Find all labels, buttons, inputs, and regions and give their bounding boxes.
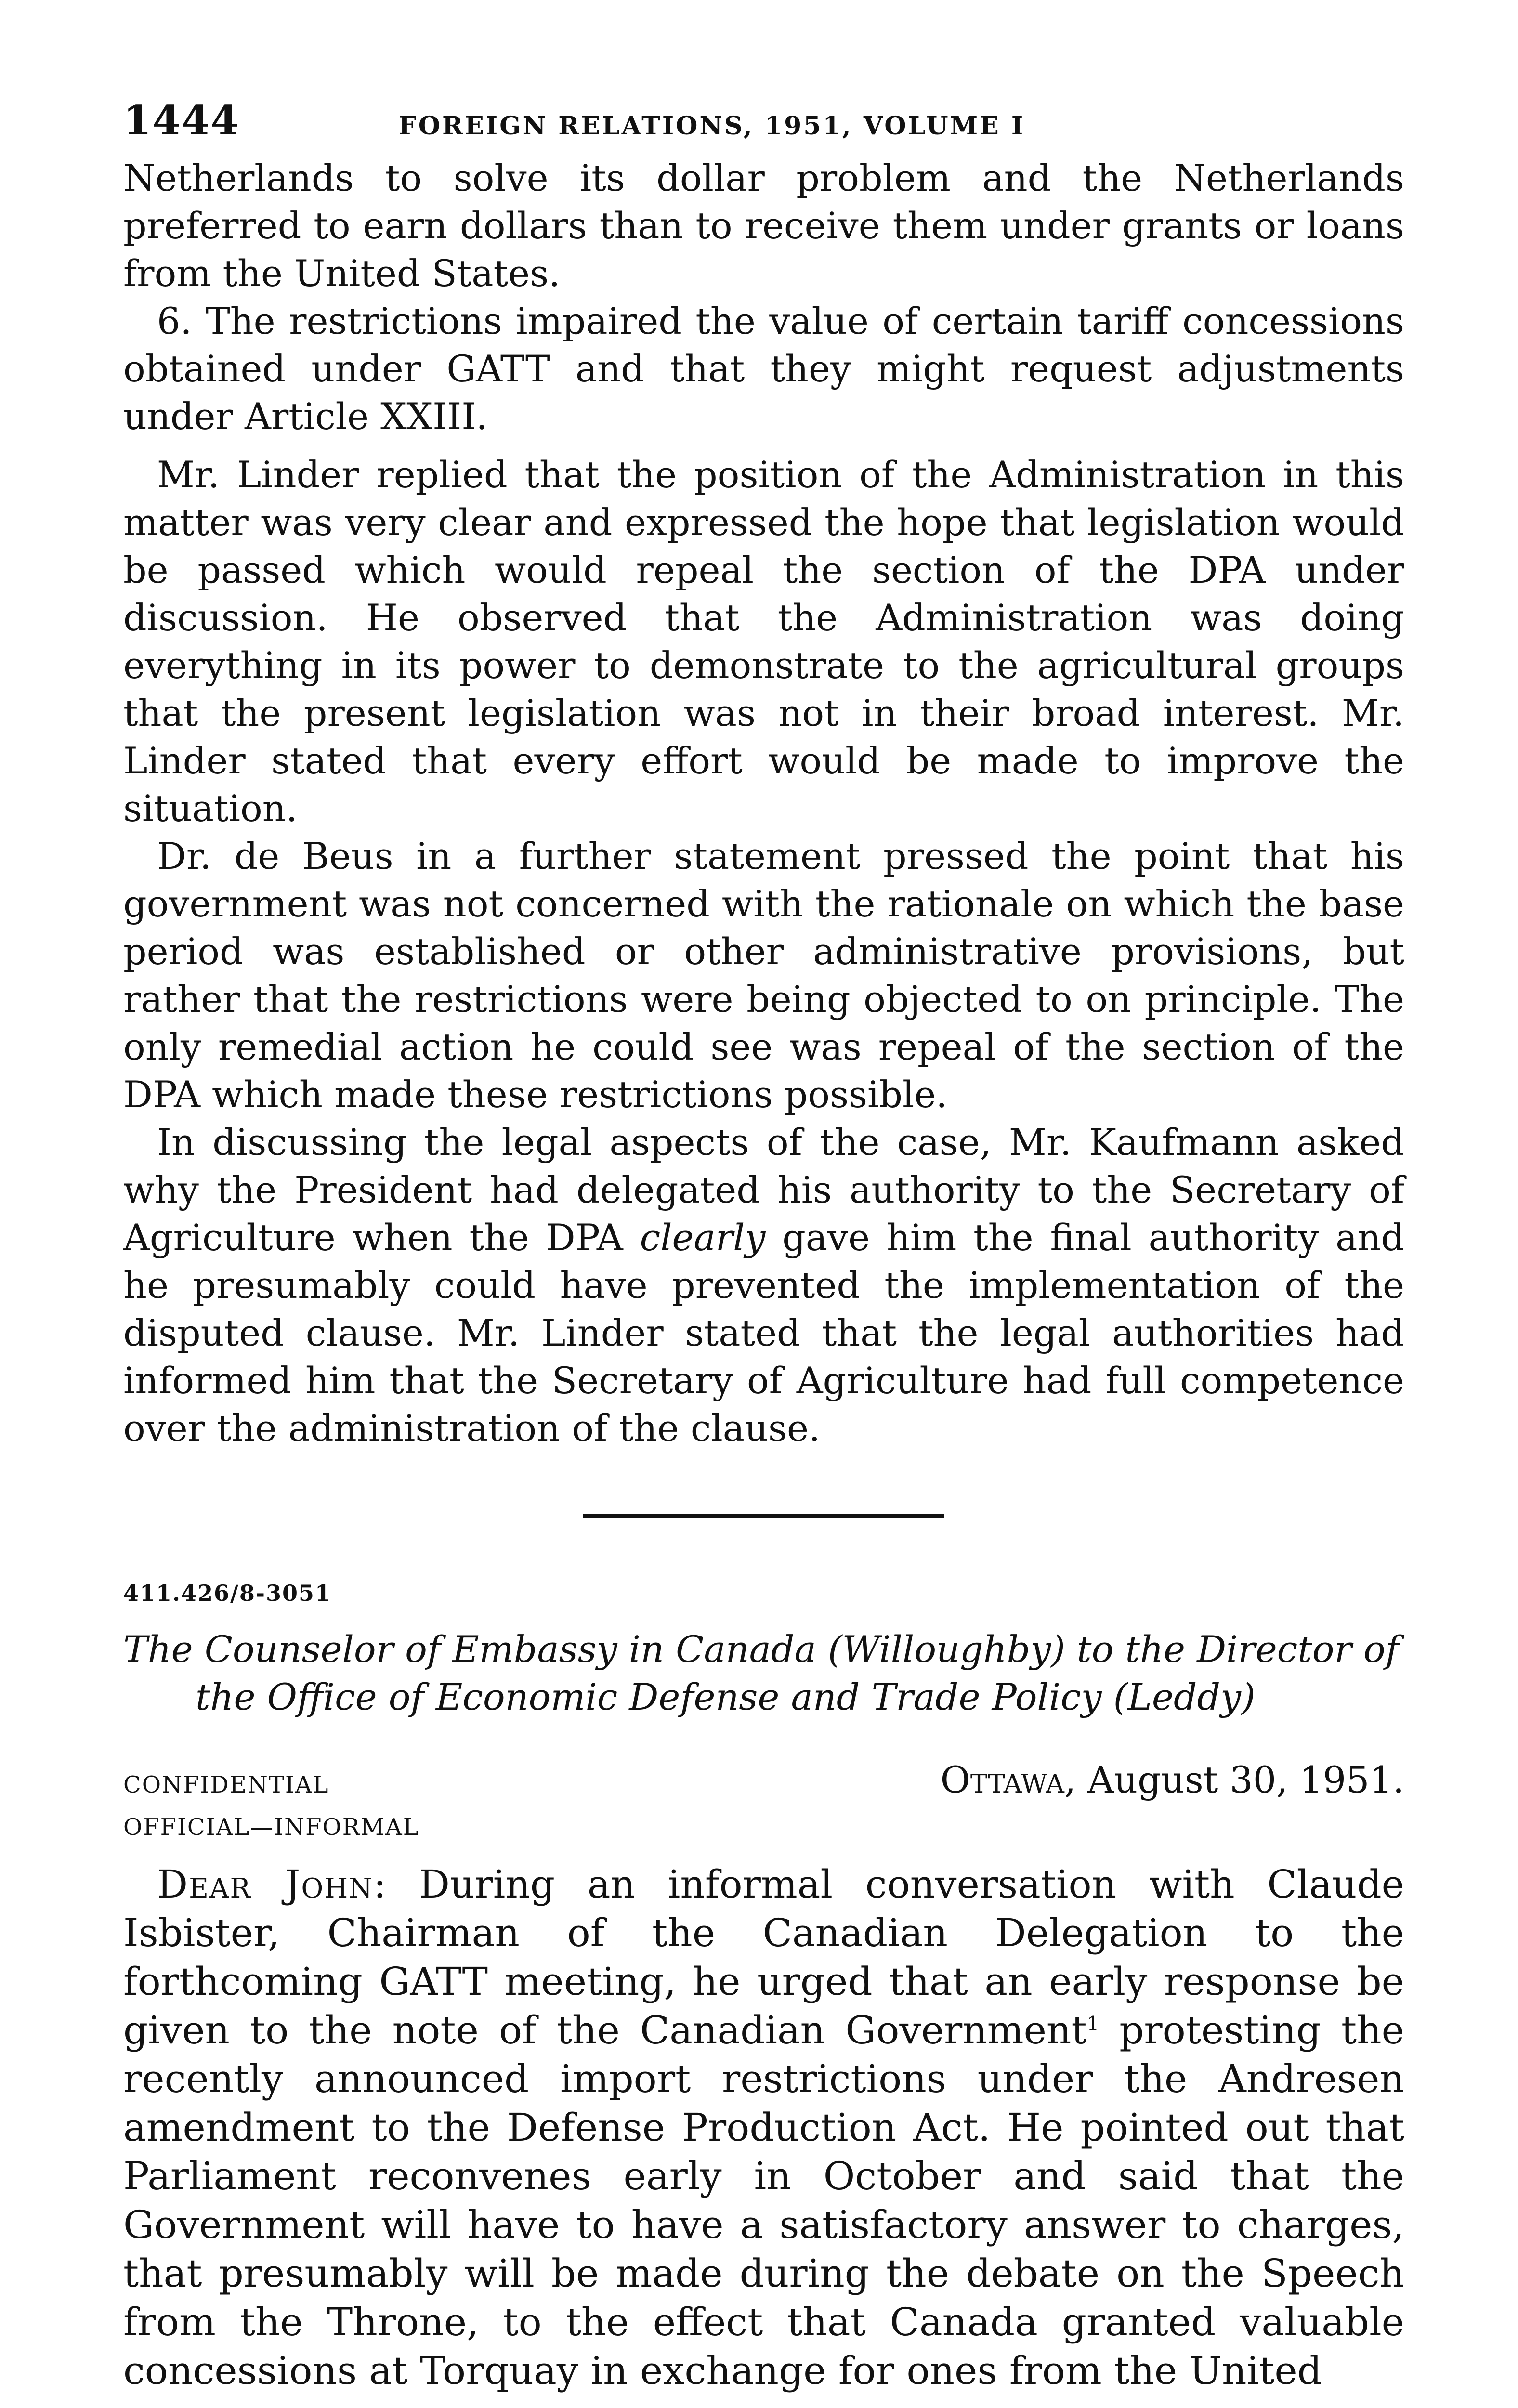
document-title: The Counselor of Embassy in Canada (Willoughby) to the Director of the Office of Economic Defense and Trade Policy (Leddy) <box>123 1628 1399 1718</box>
page-number: 1444 <box>123 96 240 144</box>
running-title: FOREIGN RELATIONS, 1951, VOLUME I <box>398 111 1025 141</box>
continued-text <box>123 154 1404 1452</box>
footnote-reference: 1 <box>1086 2013 1099 2035</box>
document-meta-row <box>123 1758 1404 1801</box>
section-divider <box>583 1514 944 1518</box>
paragraph-continued: Netherlands to solve its dollar problem and the Netherlands preferred to earn dollars than to receive them under grants or loans from the United States. <box>123 157 1404 295</box>
date: , August 30, 1951. <box>1064 1758 1404 1801</box>
kaufmann-text-end: gave him the final authority and he presumably could have prevented the implementation of the disputed clause. Mr. Linder stated that the legal authorities had informed him that the Secretary of Agriculture had full competence over the administration of the clause. <box>123 1216 1404 1450</box>
document-page <box>123 96 1404 2408</box>
letter-text-end: protesting the recently announced import restrictions under the Andresen amendment to the Defense Production Act. He pointed out that Parliament reconvenes early in October and said that the Government will have to have a satisfactory answer to charges, that presumably will be made during the debate on the Speech from the Throne, to the effect that Canada granted valuable concessions at Torquay in exchange for ones from the United <box>123 2008 1404 2393</box>
letter-text-start: : During an informal conversation with Claude Isbister, Chairman of the Canadian Delegation to the forthcoming GATT meeting, he urged that an early response be given to the note of the Canadian Government <box>123 1862 1405 2053</box>
letter-body <box>123 1860 1404 2395</box>
emphasis-clearly: clearly <box>640 1216 766 1259</box>
classification-official-informal: OFFICIAL—INFORMAL <box>123 1814 419 1841</box>
paragraph-de-beus: Dr. de Beus in a further statement pressed the point that his government was not concerned with the rationale on which the base period was established or other administrative provisions, but rather that the restrictions were being objected to on principle. The only remedial action he could see was repeal of the section of the DPA which made these restrictions possible. <box>123 835 1404 1116</box>
classification-confidential: CONFIDENTIAL <box>123 1771 329 1798</box>
place-date <box>941 1758 1404 1801</box>
paragraph-kaufmann <box>123 1118 1404 1452</box>
kaufmann-text-start: In discussing the legal aspects of the case, Mr. Kaufmann asked why the President had delegated his authority to the Secretary of Agriculture when the DPA <box>123 1121 1404 1259</box>
file-number: 411.426/8-3051 <box>123 1580 331 1606</box>
running-head <box>123 96 1404 154</box>
letter-paragraph <box>123 1860 1404 2395</box>
place: Ottawa <box>940 1758 1064 1801</box>
paragraph-linder-reply: Mr. Linder replied that the position of the Administration in this matter was very clear and expressed the hope that legislation would be passed which would repeal the section of the DPA under discussion. He observed that the Administration was doing everything in its power to demonstrate to the agricultural groups that the present legislation was not in their broad interest. Mr. Linder stated that every effort would be made to improve the situation. <box>123 453 1404 830</box>
salutation: Dear John <box>157 1862 374 1907</box>
paragraph-point-6: 6. The restrictions impaired the value of certain tariff concessions obtained under GATT and that they might request adjustments under Article XXIII. <box>123 300 1404 438</box>
